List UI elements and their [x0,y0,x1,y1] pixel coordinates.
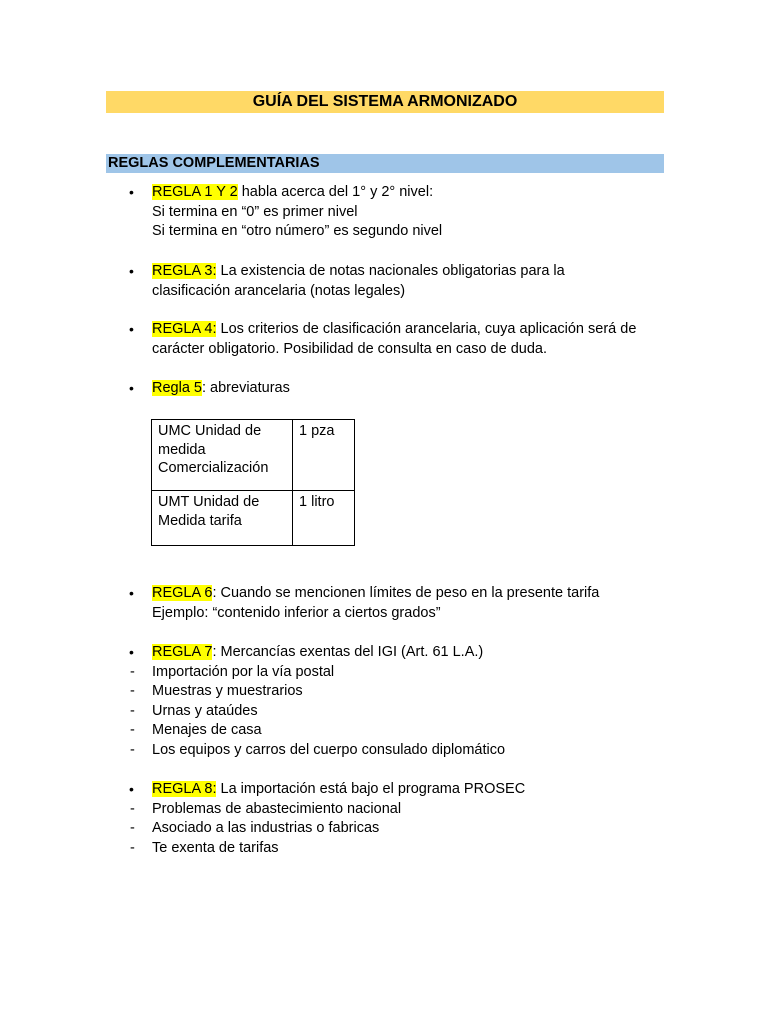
rule-text: : Cuando se mencionen límites de peso en la presente tarifa [212,585,600,601]
bullet-icon: • [129,263,134,279]
rule-text: habla acerca del 1° y 2° nivel: [237,184,434,200]
rule-1-2-item [129,183,443,242]
list-item: - Importación por la vía postal [130,663,335,680]
document-title: GUÍA DEL SISTEMA ARMONIZADO [106,91,664,113]
rule-label: REGLA 3: [152,263,217,279]
list-item: - Problemas de abastecimiento nacional [130,800,402,817]
rule-8-item [129,780,526,858]
rule-3-item [129,262,565,301]
section-heading: REGLAS COMPLEMENTARIAS [106,154,664,173]
bullet-icon: • [129,644,134,660]
list-item: - Urnas y ataúdes [130,702,258,719]
bullet-icon: • [129,321,134,337]
rule-label: REGLA 6 [152,585,213,601]
rule-5-item [129,379,290,399]
rule-6-item [129,584,600,623]
bullet-icon: • [129,380,134,396]
table-row [152,491,355,546]
list-item: - Te exenta de tarifas [130,839,279,856]
rule-line: Si termina en “otro número” es segundo nivel [152,223,443,239]
rule-label: Regla 5 [152,380,202,396]
abbreviations-table [151,419,355,546]
list-item: - Asociado a las industrias o fabricas [130,820,380,836]
rule-text: La importación está bajo el programa PROSEC [216,781,526,797]
list-item: - Muestras y muestrarios [130,683,303,699]
rule-text: : abreviaturas [201,380,290,396]
rule-label: REGLA 7 [152,644,213,660]
rule-line: Si termina en “0” es primer nivel [152,203,358,220]
rule-4-item [129,320,637,359]
table-cell-term: UMC Unidad de medida Comercialización [152,420,293,491]
rule-text: : Mercancías exentas del IGI (Art. 61 L.A.) [212,644,484,660]
rule-text: La existencia de notas nacionales obligatorias para la [216,263,565,279]
bullet-icon: • [129,585,134,601]
bullet-icon: • [129,781,134,797]
list-item: - Los equipos y carros del cuerpo consulado diplomático [130,741,506,758]
rule-7-item [129,643,527,760]
rule-line: Ejemplo: “contenido inferior a ciertos grados” [152,604,441,621]
rule-line: carácter obligatorio. Posibilidad de consulta en caso de duda. [152,340,547,357]
list-item: - Menajes de casa [130,722,262,738]
table-cell-value: 1 pza [293,420,355,491]
table-cell-value: 1 litro [293,491,355,546]
rule-line: clasificación arancelaria (notas legales) [152,282,406,299]
rule-label: REGLA 8: [152,781,217,797]
bullet-icon: • [129,184,134,200]
rule-label: REGLA 1 Y 2 [152,184,238,200]
table-cell-term: UMT Unidad de Medida tarifa [152,491,293,546]
rule-text: Los criterios de clasificación arancelaria, cuya aplicación será de [216,321,637,337]
rule-label: REGLA 4: [152,321,217,337]
table-row [152,420,355,491]
